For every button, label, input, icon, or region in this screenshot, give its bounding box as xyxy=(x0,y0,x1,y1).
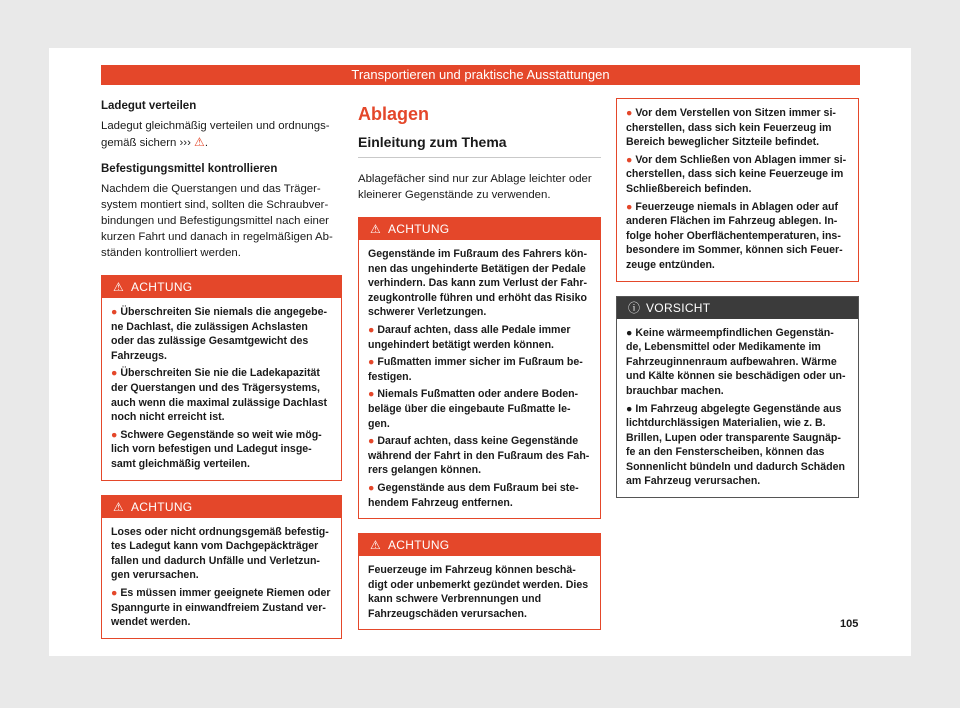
warning-triangle-icon: ⚠ xyxy=(113,499,125,514)
list-item: ● Überschreiten Sie nie die Ladekapazität der Querstangen und des Trägersystems, auch wenn die maximal zulässige Dachlast noch nicht erreicht ist. xyxy=(111,367,328,424)
list-item: ● Niemals Fußmatten oder andere Boden-beläge über die eingebaute Fußmatte le-gen. xyxy=(368,388,579,430)
list-item: ● Vor dem Verstellen von Sitzen immer si-cherstellen, dass sich kein Feuerzeug im Bereich beweglicher Sitzteile befindet. xyxy=(626,107,836,149)
section-subtitle: Einleitung zum Thema xyxy=(358,133,601,158)
page-number: 105 xyxy=(840,618,859,630)
list-item: ● Fußmatten immer sicher im Fußraum be-festigen. xyxy=(368,356,583,383)
warning-triangle-icon: ⚠ xyxy=(370,538,382,553)
warning-box-body xyxy=(102,518,341,638)
list-item: ● Darauf achten, dass keine Gegenstände während der Fahrt in den Fußraum des Fah-rers gelangen können. xyxy=(368,435,590,477)
warning-intro: Loses oder nicht ordnungsgemäß befestig-tes Ladegut kann vom Dachgepäckträger fallen und dadurch Unfälle und Verletzun-gen verursachen. xyxy=(111,525,329,582)
list-item: ● Darauf achten, dass alle Pedale immer ungehindert betätigt werden können. xyxy=(368,323,571,351)
paragraph-ladegut xyxy=(101,118,342,151)
list-item: ● Vor dem Schließen von Ablagen immer si-cherstellen, dass sich keine Feuerzeuge im Schließbereich befinden. xyxy=(626,153,847,195)
warning-triangle-icon: ⚠ xyxy=(370,222,382,236)
warning-box-dachlast xyxy=(101,275,342,481)
warning-box-title: ACHTUNG xyxy=(131,280,193,294)
warning-box-header xyxy=(359,218,600,240)
warning-box-header xyxy=(102,276,341,298)
warning-intro: Gegenstände im Fußraum des Fahrers kön-nen das ungehinderte Betätigen der Pedale verhindern. Das kann zum Verlust der Fahr-zeugkontrolle führen und erhöht das Risiko schwerer Verletzungen. xyxy=(368,248,587,319)
warning-box-body xyxy=(102,298,341,480)
warning-box-title: ACHTUNG xyxy=(388,222,450,236)
warning-box-title: ACHTUNG xyxy=(388,538,450,553)
warning-box-body xyxy=(617,99,858,281)
heading-befestigung: Befestigungsmittel kontrollieren xyxy=(101,163,278,175)
paragraph-befestigung: Nachdem die Querstangen und das Träger-system montiert sind, sollten die Schraubver-bindungen und Befestigungsmittel nach einer kurzen Fahrt und danach in regelmäßigen Ab-ständen kontrolliert werden. xyxy=(101,183,333,259)
warning-box-feuerzeuge xyxy=(358,533,601,630)
warning-box-fussraum xyxy=(358,217,601,519)
info-circle-icon: ⓘ xyxy=(628,300,641,315)
list-item: ● Schwere Gegenstände so weit wie mög-lich vorn befestigen und Ladegut insge-samt gleichmäßig verteilen. xyxy=(111,428,322,470)
warning-box-feuerzeuge-continued xyxy=(616,98,859,282)
column-right xyxy=(616,98,859,512)
warning-box-ladegut xyxy=(101,495,342,639)
list-item: ● Keine wärmeempfindlichen Gegenstän-de, Lebensmittel oder Medikamente im Fahrzeuginnenraum aufbewahren. Wärme und Kälte können sie beschädigen oder un-brauchbar machen. xyxy=(626,326,846,397)
paragraph-ladegut-end: . xyxy=(204,137,208,149)
warning-triangle-icon: ⚠ xyxy=(194,135,205,149)
list-item: ● Es müssen immer geeignete Riemen oder Spanngurte in einwandfreiem Zustand ver-wendet werden. xyxy=(111,586,331,629)
warning-box-body xyxy=(359,240,600,518)
list-item: ● Überschreiten Sie niemals die angegebe-ne Dachlast, die zulässigen Achslasten oder das zulässige Gesamtgewicht des Fahrzeugs. xyxy=(111,306,328,362)
paragraph-intro: Ablagefächer sind nur zur Ablage leichter oder kleinerer Gegenstände zu verwenden. xyxy=(358,173,592,201)
caution-box-title: VORSICHT xyxy=(646,300,711,315)
warning-triangle-icon: ⚠ xyxy=(113,280,125,294)
caution-box-body xyxy=(617,319,858,498)
caution-box xyxy=(616,296,859,499)
warning-box-header xyxy=(102,496,341,518)
section-header: Transportieren und praktische Ausstattungen xyxy=(101,65,860,85)
warning-intro: Feuerzeuge im Fahrzeug können beschä-digt oder unbemerkt gezündet werden. Dies kann schwere Verbrennungen und Fahrzeugschäden verursachen. xyxy=(368,564,589,620)
list-item: ● Im Fahrzeug abgelegte Gegenstände aus lichtdurchlässigen Materialien, wie z. B. Brillen, Lupen oder transparente Saugnäp-fe an den Fensterscheiben, können das Sonnenlicht bündeln und dadurch Schäden am Fahrzeug verursachen. xyxy=(626,402,845,488)
list-item: ● Gegenstände aus dem Fußraum bei ste-hendem Fahrzeug entfernen. xyxy=(368,481,579,509)
list-item: ● Feuerzeuge niemals in Ablagen oder auf anderen Flächen im Fahrzeug ablegen. In-folge hoher Oberflächentemperaturen, ins-besondere im Sommer, können sich Feuer-zeuge entzünden. xyxy=(626,200,843,271)
warning-box-body xyxy=(359,556,600,629)
heading-ladegut: Ladegut verteilen xyxy=(101,100,197,112)
page-title: Ablagen xyxy=(358,104,430,124)
paragraph-ladegut-text: Ladegut gleichmäßig verteilen und ordnungs-gemäß sichern ››› xyxy=(101,120,330,149)
warning-box-header xyxy=(359,534,600,556)
warning-box-title: ACHTUNG xyxy=(131,499,193,514)
caution-box-header xyxy=(617,297,858,319)
column-middle xyxy=(358,98,601,644)
column-left xyxy=(101,98,342,653)
